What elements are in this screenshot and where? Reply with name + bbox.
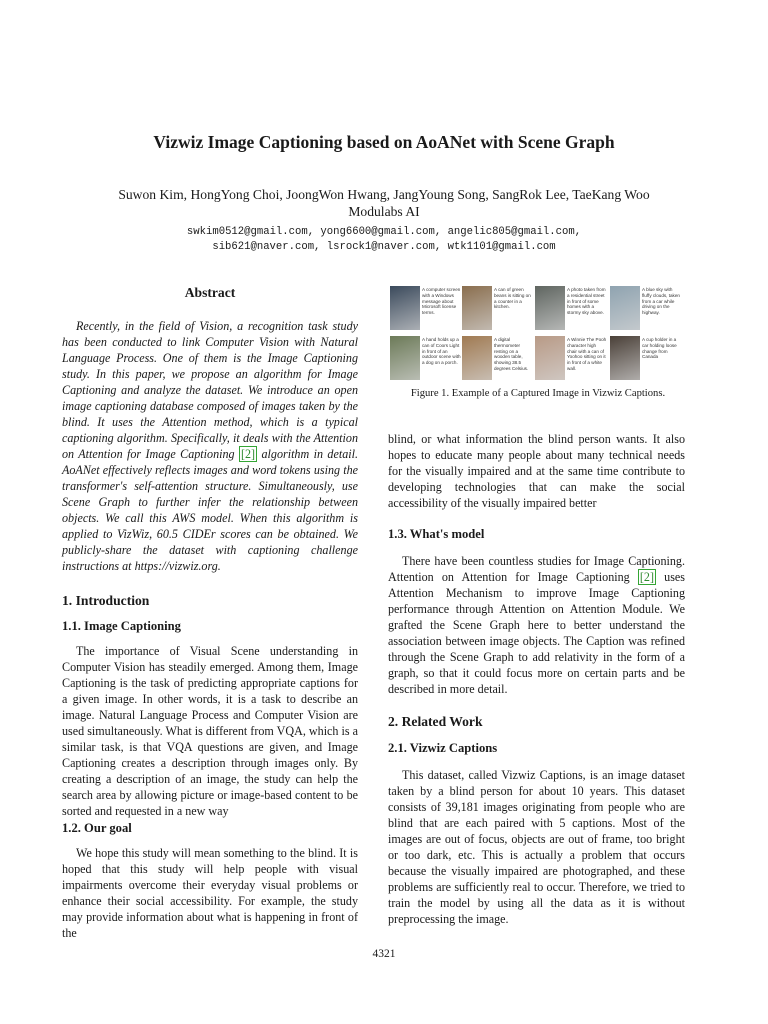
section-2-1-heading: 2.1. Vizwiz Captions xyxy=(388,741,498,755)
section-1-3-body xyxy=(388,553,685,697)
figure-thumb-8 xyxy=(610,334,682,381)
intro-heading: 1. Introduction xyxy=(62,593,150,608)
abstract-text-a: Recently, in the field of Vision, a recognition task study has been conducted to link Computer Vision with Natural Language Process. One of them is the Image Captioning study. In this paper, we propose an algorithm for Image Captioning and analyze the dataset. We introduce an open image captioning database composed of images taken by the blind. It uses the Attention method, which is a typical captioning algorithm. Specifically, it deals with the Attention on Attention for Image Captioning xyxy=(62,319,358,461)
abstract-text-b: algorithm in detail. AoANet effectively reflects images and word tokens using the transformer's self-attention structure. Simultaneously, use Scene Graph to further infer the relationship between objects. We call this AWS model. When this algorithm is applied to VizWiz, 60.5 CIDEr scores can be obtained. We publicly-share the dataset with captioning challenge instructions at https://vizwiz.org. xyxy=(62,447,358,573)
section-2-1-body: This dataset, called Vizwiz Captions, is an image dataset taken by a blind person for about 10 years. This dataset consists of 39,181 images originating from people who are blind that are each paired with 5 captions. Most of the images are out of focus, objects are out of frame, too bright or too dark, etc. This is actually a problem that occurs because the visually impaired are photographed, and these problems are sufficiently real to occur. Therefore, we tried to train the model by using all the data as it is without preprocessing the image. xyxy=(388,768,685,926)
section-1-2-heading: 1.2. Our goal xyxy=(62,821,132,835)
thumb-caption: A can of green beans is sitting on a counter in a kitchen. xyxy=(494,287,531,310)
thumb-caption: A hand holds up a can of Coors Light in front of an outdoor scene with a dog on a porch. xyxy=(422,337,461,366)
affiliation: Modulabs AI xyxy=(348,204,420,219)
email-line-1: swkim0512@gmail.com, yong6600@gmail.com, angelic805@gmail.com, xyxy=(186,226,582,238)
figure-thumb-4 xyxy=(610,284,682,331)
page-number: 4321 xyxy=(372,948,396,960)
section-1-3-citation-link[interactable]: [2] xyxy=(639,570,654,584)
image-thumbnail xyxy=(390,336,420,380)
figure-thumb-2 xyxy=(462,284,534,331)
author-list: Suwon Kim, HongYong Choi, JoongWon Hwang, JangYoung Song, SangRok Lee, TaeKang Woo xyxy=(118,187,650,202)
figure-thumb-5 xyxy=(390,334,462,381)
image-thumbnail xyxy=(462,286,492,330)
figure-thumb-6 xyxy=(462,334,534,381)
image-thumbnail xyxy=(390,286,420,330)
image-thumbnail xyxy=(535,336,565,380)
figure-thumb-3 xyxy=(535,284,607,331)
figure-thumb-7 xyxy=(535,334,607,381)
thumb-caption: A computer screen with a Windows message about Microsoft license terms. xyxy=(422,287,461,316)
section-1-3-text-a: There have been countless studies for Image Captioning. Attention on Attention for Image Captioning xyxy=(388,554,685,584)
related-work-heading: 2. Related Work xyxy=(388,714,483,729)
section-1-1-body: The importance of Visual Scene understanding in Computer Vision has steadily emerged. Among them, Image Captioning is the task of predicting appropriate captions for a given image. In other words, it is a task to describe an image. Natural Language Process and Computer Vision are used simultaneously. What is different from VQA, which is a similar task, is that VQA questions are given, and Image Captioning creates a description through images only. By creating a description of an image, the study can help the search area by allowing picture or image-based content to be sorted and requested in a new way xyxy=(62,644,358,818)
image-thumbnail xyxy=(610,336,640,380)
paper-title: Vizwiz Image Captioning based on AoANet with Scene Graph xyxy=(153,132,615,152)
image-thumbnail xyxy=(462,336,492,380)
image-thumbnail xyxy=(535,286,565,330)
thumb-caption: A cup holder in a car holding loose change from Canada xyxy=(642,337,677,360)
image-thumbnail xyxy=(610,286,640,330)
figure-caption: Figure 1. Example of a Captured Image in Vizwiz Captions. xyxy=(410,388,666,399)
section-1-2-continued: blind, or what information the blind person wants. It also hopes to educate many people about many technical needs for the visually impaired and at the same time contribute to developing technologies that can make the social accessibility of the visually impaired better xyxy=(388,432,685,510)
thumb-caption: A blue sky with fluffy clouds, taken from a car while driving on the highway. xyxy=(642,287,680,316)
thumb-caption: A photo taken from a residential street in front of some homes with a stormy sky above. xyxy=(567,287,606,316)
abstract-body xyxy=(62,318,358,574)
thumb-caption: A Winnie The Pooh character high chair with a can of Yoohoo sitting on it in front of a white wall. xyxy=(567,337,607,371)
email-line-2: sib621@naver.com, lsrock1@naver.com, wtk1101@gmail.com xyxy=(212,241,556,253)
thumb-caption: A digital thermometer resting on a wooden table, showing 38.5 degrees Celsius. xyxy=(494,337,529,371)
section-1-3-heading: 1.3. What's model xyxy=(388,527,485,541)
section-1-3-text-b: uses Attention Mechanism to improve Image Captioning performance through Attention on Attention Module. We grafted the Scene Graph here to better understand the association between image objects. The Caption was refined through the Scene Graph to add relativity in the form of a graph, so that it could focus more on certain parts and be described in more detail. xyxy=(388,570,685,696)
section-1-1-heading: 1.1. Image Captioning xyxy=(62,619,181,633)
section-1-2-body: We hope this study will mean something to the blind. It is hoped that this study will help people with visual impairments overcome their everyday visual problems or enhance their social accessibility. For example, the study may provide information about what is happening in front of the xyxy=(62,846,358,940)
abstract-heading: Abstract xyxy=(184,285,236,300)
figure-thumb-1 xyxy=(390,284,462,331)
abstract-citation-link[interactable]: [2] xyxy=(240,447,256,461)
email-block xyxy=(0,225,768,255)
figure-1 xyxy=(390,284,686,382)
author-block xyxy=(0,186,768,220)
